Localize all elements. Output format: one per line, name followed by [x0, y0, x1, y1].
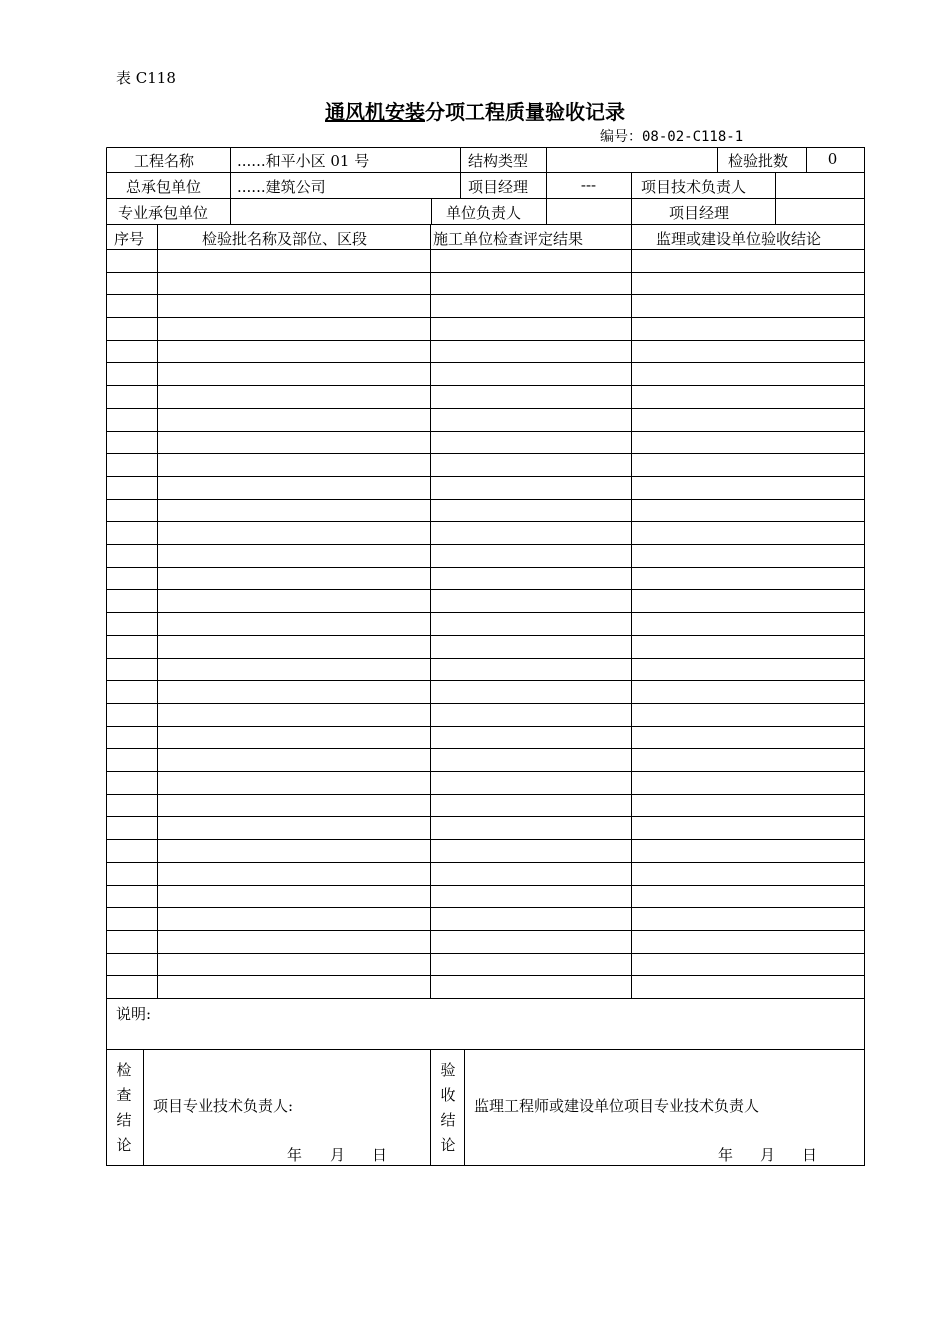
accept-char-4: 论	[440, 1136, 456, 1154]
project-manager-value: ---	[580, 176, 597, 194]
form-grid	[106, 147, 865, 1166]
check-char-3: 结	[116, 1111, 132, 1129]
accept-char-3: 结	[440, 1111, 456, 1129]
sub-contractor-label: 专业承包单位	[118, 204, 209, 222]
remarks-label: 说明:	[116, 1005, 152, 1023]
project-name-label: 工程名称	[134, 152, 195, 170]
check-date-month: 月	[330, 1146, 346, 1164]
accept-signer-label: 监理工程师或建设单位项目专业技术负责人	[474, 1097, 760, 1115]
title-rest: 分项工程质量验收记录	[425, 100, 625, 124]
unit-lead-label: 单位负责人	[446, 204, 522, 222]
check-char-1: 检	[116, 1061, 132, 1079]
structure-type-label: 结构类型	[468, 152, 529, 170]
col-header-contractor-result: 施工单位检查评定结果	[433, 230, 584, 248]
accept-char-2: 收	[440, 1086, 456, 1104]
col-header-index: 序号	[114, 230, 145, 248]
accept-date-year: 年	[718, 1146, 734, 1164]
title-subject: 通风机安装	[325, 100, 425, 124]
project-manager2-label: 项目经理	[669, 204, 730, 222]
project-manager-label: 项目经理	[468, 178, 529, 196]
accept-conclusion-label	[438, 1058, 458, 1158]
project-name-value: ......和平小区 01 号	[237, 152, 370, 170]
check-conclusion-label	[114, 1058, 134, 1158]
record-number: 编号：08-02-C118-1	[600, 129, 744, 145]
check-date-year: 年	[287, 1146, 303, 1164]
general-contractor-label: 总承包单位	[126, 178, 202, 196]
batch-count-label: 检验批数	[728, 152, 789, 170]
tech-lead-label: 项目技术负责人	[641, 178, 747, 196]
accept-date-day: 日	[802, 1146, 818, 1164]
col-header-supervisor-conclusion: 监理或建设单位验收结论	[656, 230, 822, 248]
accept-char-1: 验	[440, 1061, 456, 1079]
check-char-2: 查	[116, 1086, 132, 1104]
form-code: 表 C118	[116, 69, 176, 87]
check-signer-label: 项目专业技术负责人:	[153, 1097, 294, 1115]
batch-count-value: 0	[827, 150, 838, 168]
general-contractor-value: ......建筑公司	[237, 178, 326, 196]
check-char-4: 论	[116, 1136, 132, 1154]
col-header-batch-name: 检验批名称及部位、区段	[202, 230, 368, 248]
record-form	[106, 147, 865, 1166]
accept-date-month: 月	[760, 1146, 776, 1164]
check-date-day: 日	[372, 1146, 388, 1164]
page-title	[0, 96, 950, 125]
